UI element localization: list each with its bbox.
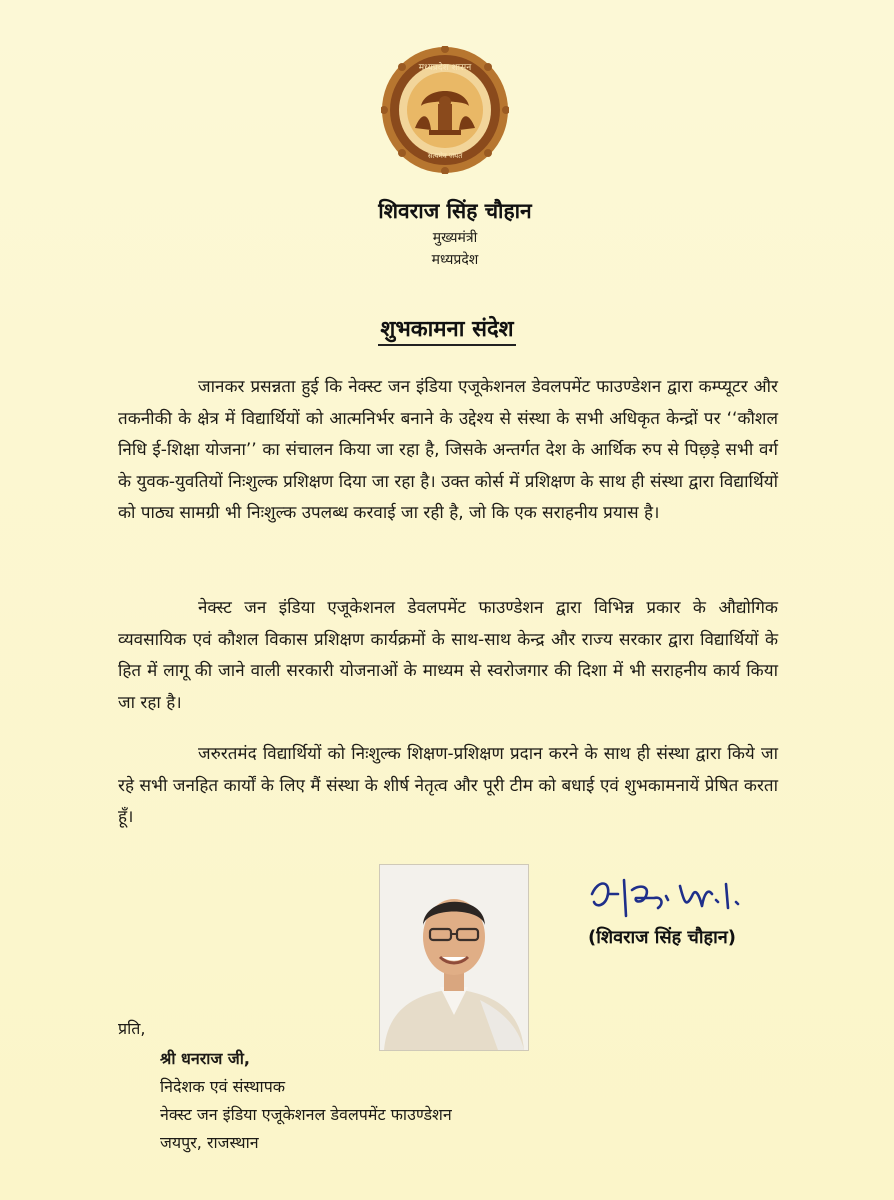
seal-top-text: मध्यप्रदेश शासन (418, 63, 472, 73)
recipient-location: जयपुर, राजस्थान (160, 1133, 259, 1152)
header-name: शिवराज सिंह चौहान (378, 199, 532, 223)
header-state: मध्यप्रदेश (431, 252, 479, 268)
handwritten-signature (588, 872, 758, 922)
paragraph-2-text: नेक्स्ट जन इंडिया एजूकेशनल डेवलपमेंट फाउण्डेशन द्वारा विभिन्न प्रकार के औद्योगिक व्यवसायिक एवं कौशल विकास प्रशिक्षण कार्यक्रमों के साथ-साथ केन्द्र और राज्य सरकार द्वारा विद्यार्थियों के हित में लागू की जाने वाली सरकारी योजनाओं के माध्यम से स्वरोजगार की दिशा में भी सराहनीय कार्य किया जा रहा है। (118, 598, 778, 713)
subject-text: शुभकामना संदेश (378, 317, 515, 346)
seal-bottom-text: सत्यमेव जयते (427, 152, 463, 160)
recipient-name: श्री धनराज जी, (160, 1049, 250, 1068)
paragraph-1 (118, 372, 778, 530)
recipient-organization: नेक्स्ट जन इंडिया एजूकेशनल डेवलपमेंट फाउण्डेशन (160, 1105, 452, 1124)
portrait-illustration (380, 865, 528, 1050)
madhya-pradesh-seal-emblem (381, 46, 509, 174)
header-designation: मुख्यमंत्री (432, 230, 478, 246)
paragraph-3 (118, 739, 778, 834)
paragraph-3-text: जरुरतमंद विद्यार्थियों को निःशुल्क शिक्षण-प्रशिक्षण प्रदान करने के साथ ही संस्था द्वारा किये जा रहे सभी जनहित कार्यों के लिए मैं संस्था के शीर्ष नेतृत्व और पूरी टीम को बधाई एवं शुभकामनायें प्रेषित करता हूँ। (118, 744, 778, 827)
portrait-photo (379, 864, 529, 1051)
paragraph-2 (118, 593, 778, 719)
signatory-name: (शिवराज सिंह चौहान) (588, 927, 736, 948)
paragraph-1-text: जानकर प्रसन्नता हुई कि नेक्स्ट जन इंडिया एजूकेशनल डेवलपमेंट फाउण्डेशन द्वारा कम्प्यूटर और तकनीकी के क्षेत्र में विद्यार्थियों को आत्मनिर्भर बनाने के उद्देश्य से संस्था के सभी अधिकृत केन्द्रों पर ‘‘कौशल निधि ई-शिक्षा योजना’’ का संचालन किया जा रहा है, जिसके अन्तर्गत देश के आर्थिक रुप से पिछ़ड़े सभी वर्ग के युवक-युवतियों निःशुल्क प्रशिक्षण दिया जा रहा है। उक्त कोर्स में प्रशिक्षण के साथ ही संस्था द्वारा विद्यार्थियों को पाठ्य सामग्री भी निःशुल्क उपलब्ध करवाई जा रही है, जो कि एक सराहनीय प्रयास है। (118, 377, 778, 523)
recipient-label: प्रति, (118, 1019, 146, 1038)
letter-subject (0, 313, 894, 343)
recipient-title: निदेशक एवं संस्थापक (160, 1077, 286, 1096)
